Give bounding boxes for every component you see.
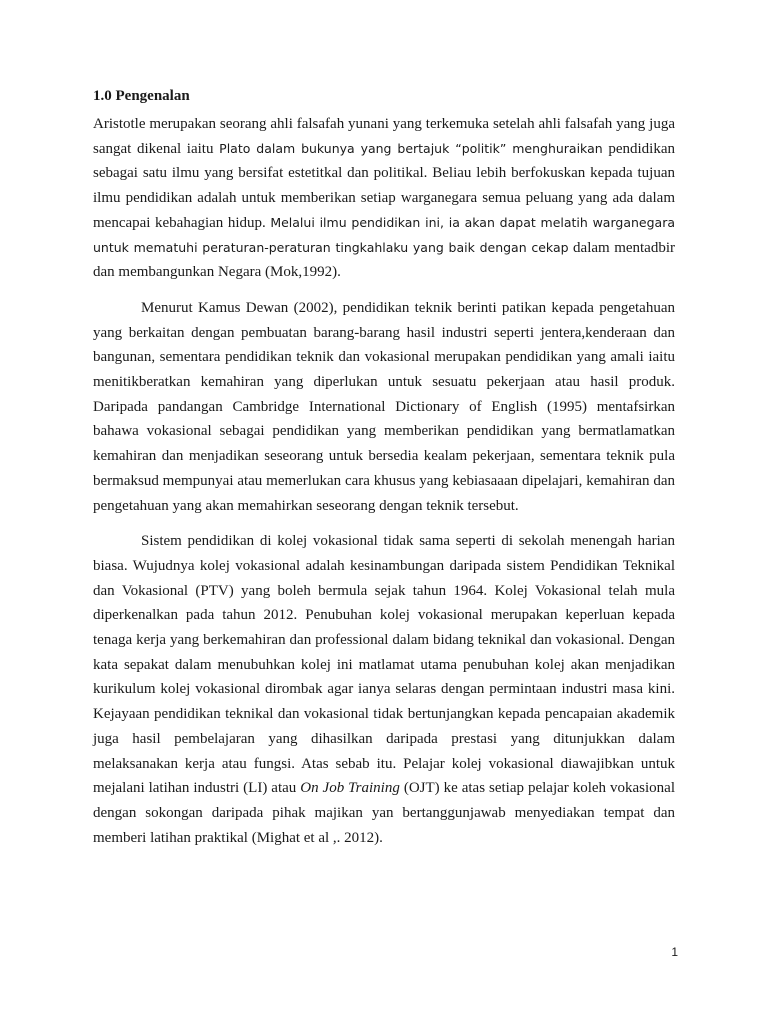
paragraph-1-text-e: dalam mentadbir dan membangunkan Negara (Mok,1992). <box>93 239 676 281</box>
paragraph-3 <box>93 529 675 850</box>
paragraph-3-text-b: (OJT) ke atas setiap pelajar koleh vokasional dengan sokongan daripada pihak majikan yan bertanggunjawab menyediakan tempat dan memberi latihan praktikal (Mighat et al ,. 2012). <box>93 780 675 846</box>
paragraph-1-text-a: Aristotle merupakan seorang ahli falsafah yunani yang terkemuka setelah ahli falsafah yang juga sangat dikenal iaitu <box>93 116 675 157</box>
paragraph-1-text-c: pendidikan sebagai satu ilmu yang bersifat estetitkal dan politikal. Beliau lebih berfokuskan kepada tujuan ilmu pendidikan adalah untuk memberikan setiap warganegara semua peluang yang ada dalam mencapai kebahagian hidup. <box>93 140 675 231</box>
document-body <box>93 86 675 850</box>
section-heading: 1.0 Pengenalan <box>93 88 190 104</box>
paragraph-3-italic-term: On Job Training <box>300 780 400 797</box>
paragraph-2: Menurut Kamus Dewan (2002), pendidikan teknik berinti patikan kepada pengetahuan yang berkaitan dengan pembuatan barang-barang hasil industri seperti jentera,kenderaan dan bangunan, sementara pendidikan teknik dan vokasional merupakan pendidikan yang amali iaitu menitikberatkan kemahiran yang diperlukan untuk sesuatu pekerjaan atau hasil produk. Daripada pandangan Cambridge International Dictionary of English (1995) mentafsirkan bahawa vokasional sebagai pendidikan yang memberikan pendidikan yang bermatlamatkan kemahiran dan menjadikan seseorang untuk bersedia kealam pekerjaan, sementara teknik pula bermaksud mempunyai atau memerlukan cara khusus yang kebiasaaan dipelajari, kemahiran dan pengetahuan yang akan memahirkan seseorang dengan teknik tersebut. <box>93 299 675 514</box>
page-number: 1 <box>671 945 678 959</box>
paragraph-1-text-b: Plato dalam bukunya yang bertajuk “politik” menghuraikan <box>219 140 603 156</box>
paragraph-1-text-d: Melalui ilmu pendidikan ini, ia akan dapat melatih warganegara untuk mematuhi peraturan-peraturan tingkahlaku yang baik dengan cekap <box>93 214 675 255</box>
paragraph-1 <box>93 112 675 285</box>
paragraph-3-text-a: Sistem pendidikan di kolej vokasional tidak sama seperti di sekolah menengah harian biasa. Wujudnya kolej vokasional adalah kesinambungan daripada sistem Pendidikan Teknikal dan Vokasional (PTV) yang boleh bermula sejak tahun 1964. Kolej Vokasional telah mula diperkenalkan pada tahun 2012. Penubuhan kolej vokasional merupakan keperluan kepada tenaga kerja yang berkemahiran dan professional dalam bidang teknikal dan vokasional. Dengan kata sepakat dalam menubuhkan kolej ini matlamat utama penubuhan kolej akan menjadikan kurikulum kolej vokasional dirombak agar ianya selaras dengan permintaan industri masa kini. Kejayaan pendidikan teknikal dan vokasional tidak bertunjangkan kepada pencapaian akademik juga hasil pembelajaran yang dihasilkan daripada prestasi yang ditunjukkan dalam melaksanakan kerja atau fungsi. Atas sebab itu. Pelajar kolej vokasional diawajibkan untuk mejalani latihan industri (LI) atau <box>93 533 675 797</box>
